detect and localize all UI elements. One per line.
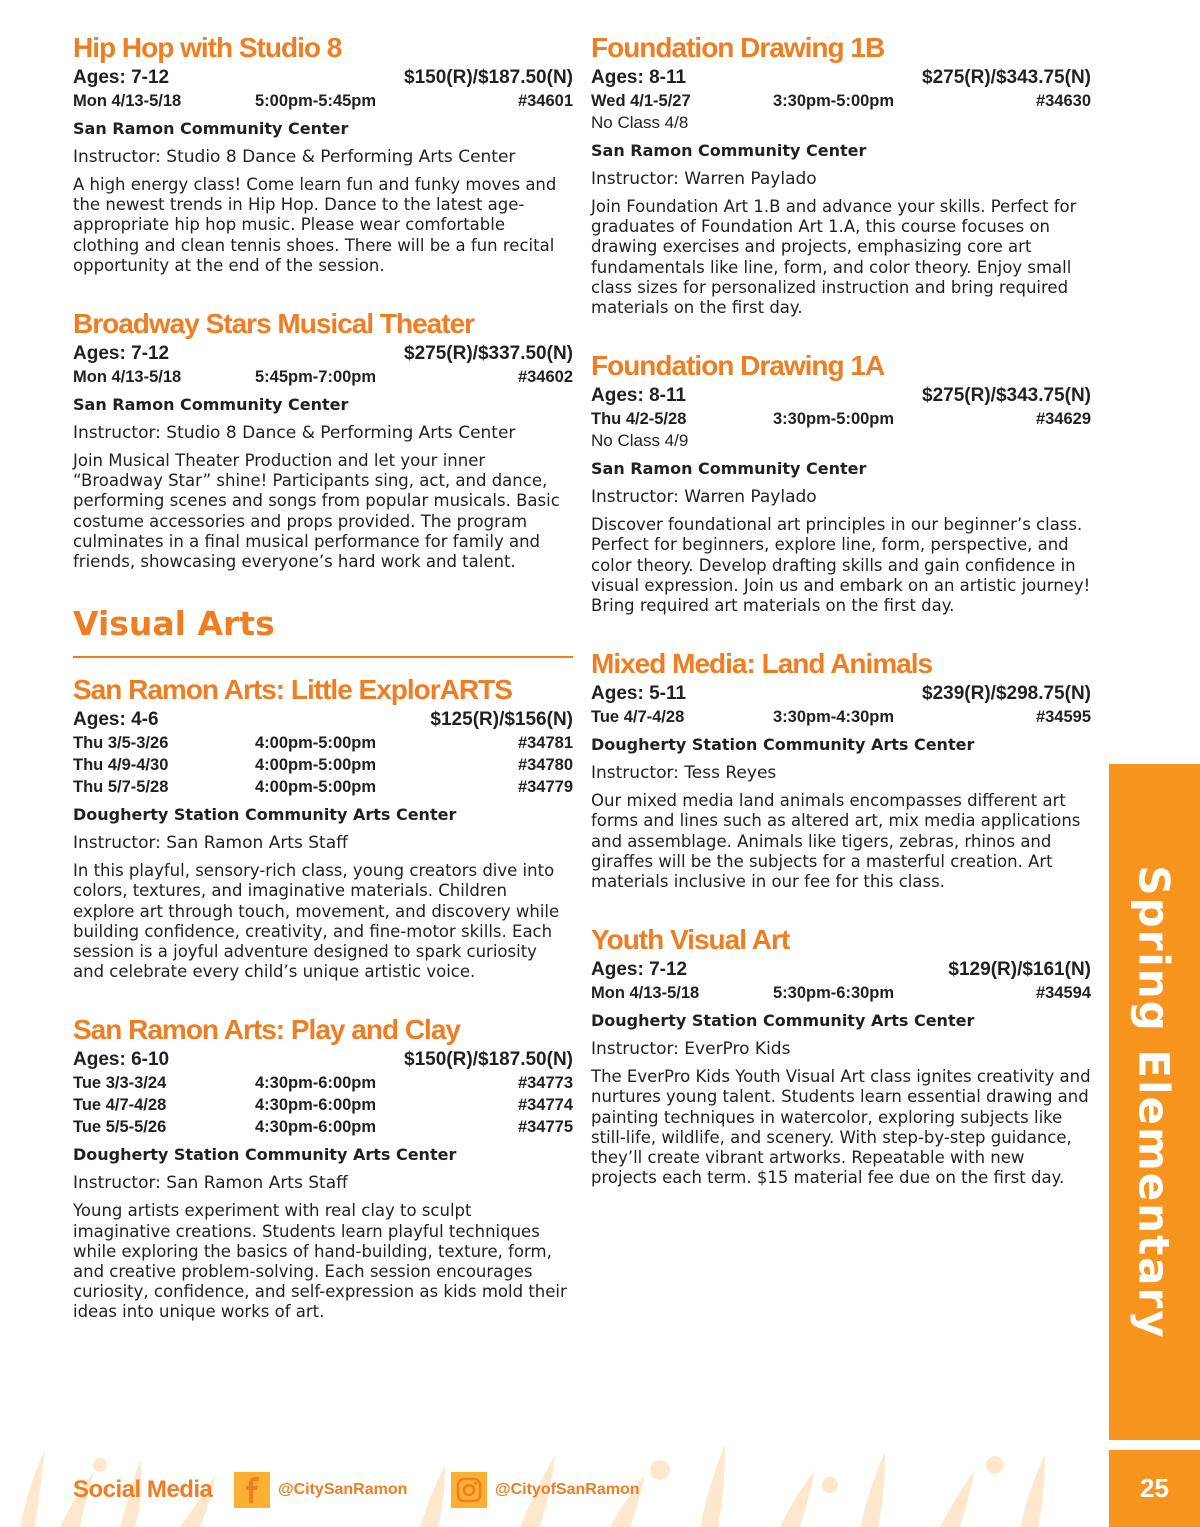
left-column (73, 30, 573, 1353)
description: A high energy class! Come learn fun and funky moves and the newest trends in Hip Hop. Dance to the latest age-appropriate hip hop music. Please wear comfortable clothing and clean tennis shoes. There will be a fun recital opportunity at the end of the session. (73, 175, 557, 275)
session-time: 4:00pm-5:00pm (255, 734, 377, 753)
footer (0, 1440, 1109, 1527)
ages-label: Ages: 4-6 (73, 709, 159, 731)
session-code: #34629 (1035, 410, 1091, 429)
session-code: #34630 (1035, 92, 1091, 110)
session-row (591, 90, 1091, 112)
session-date: Wed 4/1-5/27 (591, 92, 691, 110)
location: Dougherty Station Community Arts Center (73, 805, 457, 825)
session-time: 4:00pm-5:00pm (255, 778, 377, 797)
instructor: Instructor: Studio 8 Dance & Performing Arts Center (73, 147, 516, 167)
price-label: $150(R)/$187.50(N) (404, 67, 573, 88)
price-label: $125(R)/$156(N) (430, 709, 573, 731)
course-title: Foundation Drawing 1B (591, 32, 885, 63)
instructor: Instructor: San Ramon Arts Staff (73, 833, 348, 854)
session-row (73, 366, 573, 388)
session-row (591, 706, 1091, 728)
ages-label: Ages: 5-11 (591, 683, 687, 705)
instructor: Instructor: Studio 8 Dance & Performing Arts Center (73, 423, 516, 444)
course-block (591, 646, 1091, 892)
session-row (73, 90, 573, 112)
social-media-label: Social Media (73, 1476, 213, 1503)
session-code: #34601 (517, 92, 573, 110)
description: Our mixed media land animals encompasses different art forms and lines such as altered art, mix media applications and assemblage. Animals like tigers, zebras, rhinos and giraffes will be the subjects for a masterful creation. Art materials inclusive in our fee for this class. (591, 791, 1081, 892)
description: The EverPro Kids Youth Visual Art class ignites creativity and nurtures young talent. Students learn essential drawing and painting techniques in watercolor, exploring subjects like still-life, wildlife, and scenery. With step-by-step guidance, they’ll create vibrant artworks. Repeatable with new projects each term. $15 material fee due on the first day. (591, 1067, 1091, 1188)
session-date: Mon 4/13-5/18 (73, 368, 182, 387)
instructor: Instructor: Warren Paylado (591, 169, 817, 189)
session-time: 3:30pm-4:30pm (773, 708, 895, 727)
section-divider (73, 656, 573, 658)
instagram-handle: @CityofSanRamon (495, 1481, 640, 1498)
location: Dougherty Station Community Arts Center (591, 1011, 975, 1031)
description: Discover foundational art principles in our beginner’s class. Perfect for beginners, explore line, form, perspective, and color theory. Develop drafting skills and gain confidence in visual expression. Join us and embark on an artistic journey! Bring required art materials on the first day. (591, 515, 1091, 616)
session-time: 5:30pm-6:30pm (773, 984, 895, 1003)
course-title: San Ramon Arts: Little ExplorARTS (73, 674, 512, 706)
location: Dougherty Station Community Arts Center (73, 1145, 457, 1165)
ages-label: Ages: 7-12 (73, 67, 170, 88)
session-row (73, 1094, 573, 1116)
price-label: $275(R)/$337.50(N) (404, 343, 573, 365)
session-date: Thu 4/9-4/30 (73, 756, 169, 775)
session-code: #34781 (517, 734, 573, 753)
ages-price-row (591, 66, 1091, 90)
no-class-note: No Class 4/9 (591, 431, 689, 451)
session-time: 5:45pm-7:00pm (255, 368, 377, 387)
price-label: $150(R)/$187.50(N) (404, 1049, 573, 1071)
ages-price-row (73, 66, 573, 90)
ages-label: Ages: 7-12 (73, 343, 170, 365)
location: San Ramon Community Center (73, 119, 349, 138)
ages-price-row (73, 708, 573, 732)
location: San Ramon Community Center (591, 459, 867, 479)
side-tab-label: Spring Elementary (1130, 864, 1179, 1340)
facebook-handle: @CitySanRamon (278, 1481, 408, 1498)
instructor: Instructor: San Ramon Arts Staff (73, 1173, 348, 1194)
session-date: Thu 3/5-3/26 (73, 734, 169, 753)
session-date: Thu 4/2-5/28 (591, 410, 687, 429)
session-time: 4:00pm-5:00pm (255, 756, 377, 775)
course-block (591, 348, 1091, 616)
ages-price-row (591, 682, 1091, 706)
course-block (73, 1012, 573, 1322)
location: San Ramon Community Center (73, 395, 349, 415)
facebook-icon (234, 1472, 270, 1508)
session-row (73, 754, 573, 776)
course-title: Foundation Drawing 1A (591, 350, 885, 382)
location: Dougherty Station Community Arts Center (591, 735, 975, 755)
course-title: Broadway Stars Musical Theater (73, 308, 475, 340)
course-block (73, 672, 573, 982)
session-time: 4:30pm-6:00pm (255, 1096, 377, 1115)
session-time: 3:30pm-5:00pm (773, 92, 895, 110)
page-number: 25 (1109, 1450, 1200, 1527)
session-date: Tue 4/7-4/28 (591, 708, 685, 727)
session-time: 5:00pm-5:45pm (255, 92, 377, 110)
ages-price-row (591, 958, 1091, 982)
session-date: Tue 3/3-3/24 (73, 1074, 167, 1093)
session-row (591, 982, 1091, 1004)
ages-price-row (73, 342, 573, 366)
session-code: #34779 (517, 778, 573, 797)
price-label: $275(R)/$343.75(N) (922, 67, 1091, 88)
price-label: $239(R)/$298.75(N) (922, 683, 1091, 705)
ages-label: Ages: 8-11 (591, 385, 687, 407)
no-class-note: No Class 4/8 (591, 113, 689, 132)
session-code: #34773 (517, 1074, 573, 1093)
price-label: $129(R)/$161(N) (948, 959, 1091, 981)
ages-price-row (591, 384, 1091, 408)
course-title: Youth Visual Art (591, 924, 790, 956)
course-block (591, 30, 1091, 318)
session-date: Tue 4/7-4/28 (73, 1096, 167, 1115)
session-code: #34602 (517, 368, 573, 387)
ages-label: Ages: 6-10 (73, 1049, 170, 1071)
instagram-link[interactable] (451, 1472, 640, 1508)
session-time: 3:30pm-5:00pm (773, 410, 895, 429)
description: Young artists experiment with real clay to sculpt imaginative creations. Students learn playful techniques while exploring the basics of hand-building, texture, form, and creative problem-solving. Each session encourages curiosity, confidence, and self-expression as kids mold their ideas into unique works of art. (73, 1201, 567, 1322)
instructor: Instructor: Tess Reyes (591, 763, 777, 784)
session-code: #34594 (1035, 984, 1091, 1003)
session-code: #34780 (517, 756, 573, 775)
price-label: $275(R)/$343.75(N) (922, 385, 1091, 407)
section-heading-visual-arts: Visual Arts (73, 604, 275, 644)
session-time: 4:30pm-6:00pm (255, 1118, 377, 1137)
session-row (73, 776, 573, 798)
session-row (591, 408, 1091, 430)
session-date: Mon 4/13-5/18 (591, 984, 700, 1003)
instructor: Instructor: EverPro Kids (591, 1039, 791, 1060)
ages-label: Ages: 8-11 (591, 67, 687, 88)
ages-label: Ages: 7-12 (591, 959, 688, 981)
session-code: #34595 (1035, 708, 1091, 727)
right-column (591, 30, 1091, 1218)
course-title: Mixed Media: Land Animals (591, 648, 933, 680)
location: San Ramon Community Center (591, 141, 867, 160)
instagram-icon (451, 1472, 487, 1508)
description: Join Foundation Art 1.B and advance your skills. Perfect for graduates of Foundation Art 1.A, this course focuses on drawing exercises and projects, emphasizing core art fundamentals like line, form, and color theory. Enjoy small class sizes for personalized instruction and bring required materials on the first day. (591, 197, 1077, 318)
session-date: Tue 5/5-5/26 (73, 1118, 167, 1137)
session-row (73, 1116, 573, 1138)
description: In this playful, sensory-rich class, young creators dive into colors, textures, and imaginative materials. Children explore art through touch, movement, and discovery while building confidence, creativity, and fine-motor skills. Each session is a joyful adventure designed to spark curiosity and celebrate every child’s unique artistic voice. (73, 861, 560, 982)
side-tab (1109, 764, 1200, 1440)
session-date: Mon 4/13-5/18 (73, 92, 182, 110)
session-code: #34774 (517, 1096, 573, 1115)
instructor: Instructor: Warren Paylado (591, 487, 817, 508)
description: Join Musical Theater Production and let your inner “Broadway Star” shine! Participants sing, act, and dance, performing scenes and songs from popular musicals. Basic costume accessories and props provided. The program culminates in a final musical performance for family and friends, showcasing everyone’s hard work and talent. (73, 451, 560, 572)
ages-price-row (73, 1048, 573, 1072)
session-code: #34775 (517, 1118, 573, 1137)
session-row (73, 1072, 573, 1094)
course-block (73, 30, 573, 276)
session-date: Thu 5/7-5/28 (73, 778, 169, 797)
course-title: San Ramon Arts: Play and Clay (73, 1014, 460, 1046)
facebook-link[interactable] (234, 1472, 407, 1508)
course-title: Hip Hop with Studio 8 (73, 32, 342, 63)
course-block (73, 306, 573, 572)
session-time: 4:30pm-6:00pm (255, 1074, 377, 1093)
session-row (73, 732, 573, 754)
course-block (591, 922, 1091, 1188)
